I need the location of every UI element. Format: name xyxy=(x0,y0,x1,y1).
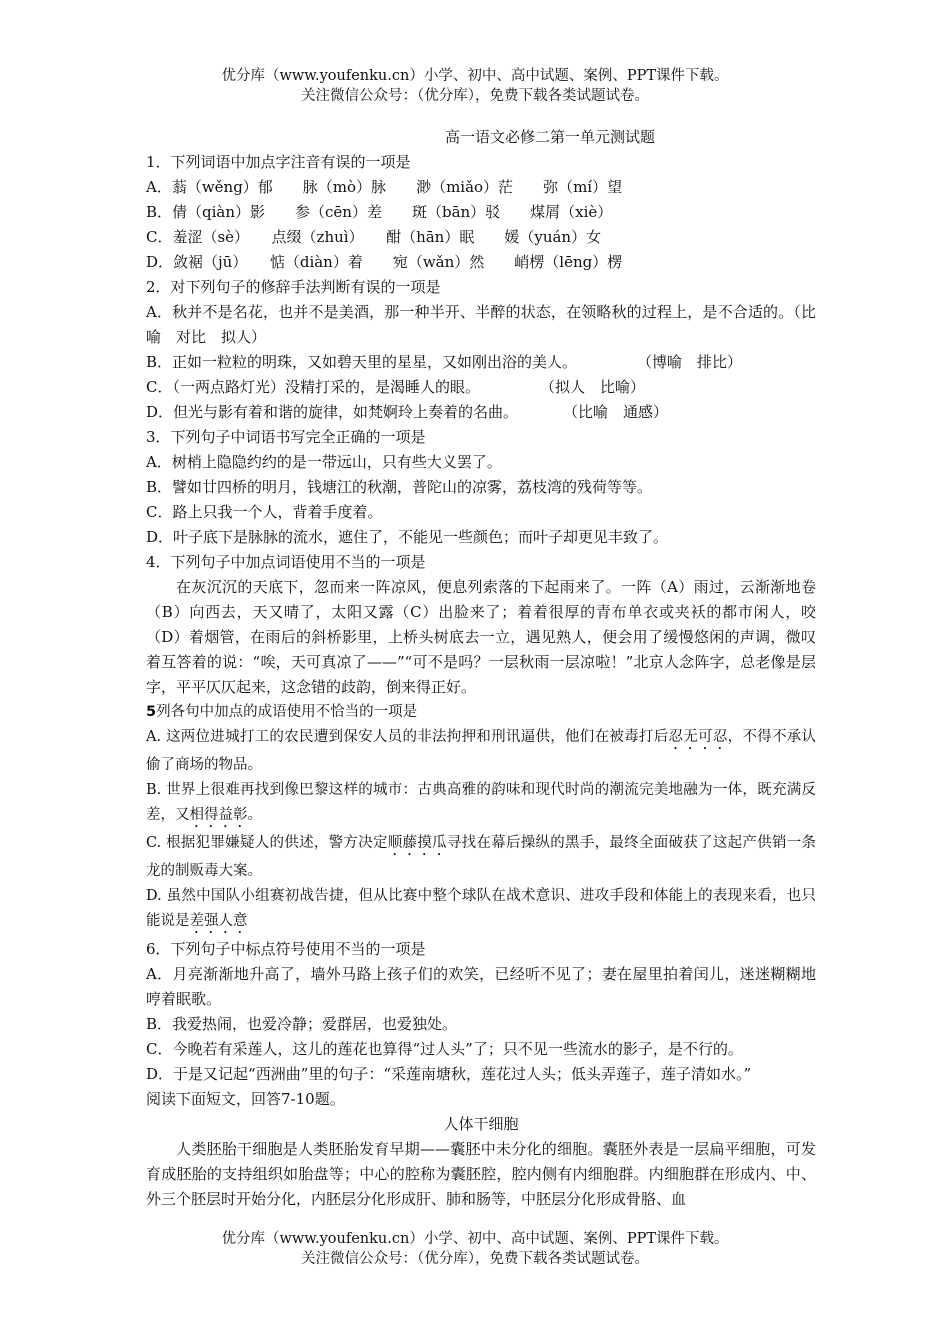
reading-title: 人体干细胞 xyxy=(443,1115,519,1133)
q5-b-text: B. 世界上很难再找到像巴黎这样的城市：古典高雅的韵味和现代时尚的潮流完美地融为一体，既充满反差，又 xyxy=(146,782,816,823)
q2-option-b: B．正如一粒粒的明珠，又如碧天里的星星，又如刚出浴的美人。 （博喻 排比） xyxy=(146,353,743,371)
q2-option-c: C．（一两点路灯光）没精打采的，是渴睡人的眼。 （拟人 比喻） xyxy=(146,378,645,396)
q6-option-a: A．月亮渐渐地升高了，墙外马路上孩子们的欢笑，已经听不见了；妻在屋里拍着闰儿，迷迷糊糊地哼着眠歌。 xyxy=(146,965,816,1008)
footer-line-2: 关注微信公众号：（优分库），免费下载各类试题试卷。 xyxy=(301,1251,649,1267)
q5-d-text: D. 虽然中国队小组赛初战告捷，但从比赛中整个球队在战术意识、进攻手段和体能上的表现来看，也只能说是 xyxy=(146,888,816,929)
q1-stem: 1．下列词语中加点字注音有误的一项是 xyxy=(146,153,411,171)
q6-stem: 6．下列句子中标点符号使用不当的一项是 xyxy=(146,940,426,958)
reading-paragraph: 人类胚胎干细胞是人类胚胎发育早期——囊胚中未分化的细胞。囊胚外表是一层扁平细胞，可发育成胚胎的支持组织如胎盘等；中心的腔称为囊胚腔，腔内侧有内细胞群。内细胞群在形成内、中、外三个胚层时开始分化，内胚层分化形成肝、肺和肠等，中胚层分化形成骨胳、血 xyxy=(146,1140,816,1208)
q3-option-d: D．叶子底下是脉脉的流水，遮住了，不能见一些颜色；而叶子却更见丰致了。 xyxy=(146,528,669,546)
q5-c-tail: 寻找在幕后操纵的黑手，最终全面破获了这起产供销一条龙的制贩毒大案。 xyxy=(146,835,816,879)
reading-intro: 阅读下面短文，回答7-10题。 xyxy=(146,1090,345,1108)
q5-option-d xyxy=(146,884,816,937)
q1-option-d: D．敛裾（jū） 惦（diàn）着 宛（wǎn）然 峭楞（lēng）楞 xyxy=(146,253,623,271)
header-line-1: 优分库（www.youfenku.cn）小学、初中、高中试题、案例、PPT课件下载。 xyxy=(221,68,729,84)
q3-option-b: B．譬如廿四桥的明月，钱塘江的秋潮，普陀山的凉雾，荔枝湾的残荷等等。 xyxy=(146,478,653,496)
q5-a-idiom: 忍无可忍 xyxy=(668,729,728,745)
q5-b-idiom: 相得益彰 xyxy=(189,807,248,823)
q4-stem: 4．下列句子中加点词语使用不当的一项是 xyxy=(146,553,426,571)
q5-c-text: C. 根据犯罪嫌疑人的供述，警方决定 xyxy=(146,835,388,851)
exam-title: 高一语文必修二第一单元测试题 xyxy=(444,128,655,146)
q6-option-c: C．今晚若有采莲人，这儿的莲花也算得“过人头”了；只不见一些流水的影子，是不行的。 xyxy=(146,1040,743,1058)
q5-c-idiom: 顺藤摸瓜 xyxy=(387,835,447,851)
exam-body xyxy=(146,150,816,1212)
q5-number: 5 xyxy=(146,704,157,720)
q3-stem: 3．下列句子中词语书写完全正确的一项是 xyxy=(146,428,426,446)
q4-passage: 在灰沉沉的天底下，忽而来一阵凉风，便息列索落的下起雨来了。一阵（A）雨过，云渐渐地卷（B）向西去，天又晴了，太阳又露（C）出脸来了；着着很厚的青布单衣或夹袄的都市闲人，咬（D）着烟管，在雨后的斜桥影里，上桥头树底去一立，遇见熟人，便会用了缓慢悠闲的声调，微叹着互答着的说：“唉，天可真凉了——”“可不是吗？一层秋雨一层凉啦！”北京人念阵字，总老像是层字，平平仄仄起来，这念错的歧韵，倒来得正好。 xyxy=(146,578,816,696)
q3-option-a: A．树梢上隐隐约约的是一带远山，只有些大义罢了。 xyxy=(146,453,502,471)
footer-line-1: 优分库（www.youfenku.cn）小学、初中、高中试题、案例、PPT课件下载。 xyxy=(221,1231,729,1247)
q5-b-tail: 。 xyxy=(247,807,262,823)
q1-option-a: A．蓊（wěng）郁 脉（mò）脉 渺（miǎo）茫 弥（mí）望 xyxy=(146,178,623,196)
q5-option-a xyxy=(146,725,816,778)
q5-option-b xyxy=(146,778,816,831)
q1-option-c: C．羞涩（sè） 点缀（zhuì） 酣（hān）眠 媛（yuán）女 xyxy=(146,228,602,246)
header-line-2: 关注微信公众号：（优分库），免费下载各类试题试卷。 xyxy=(301,88,649,104)
q5-stem xyxy=(146,700,816,725)
q2-option-d: D．但光与影有着和谐的旋律，如梵婀玲上奏着的名曲。 （比喻 通感） xyxy=(146,403,669,421)
q2-stem: 2．对下列句子的修辞手法判断有误的一项是 xyxy=(146,278,441,296)
q5-a-tail: ，不得不承认偷了商场的物品。 xyxy=(146,729,817,773)
q5-stem-text: 列各句中加点的成语使用不恰当的一项是 xyxy=(156,704,418,720)
q5-a-text: A. 这两位进城打工的农民遭到保安人员的非法拘押和刑讯逼供，他们在被毒打后 xyxy=(146,729,669,745)
q1-option-b: B．倩（qiàn）影 参（cēn）差 斑（bān）驳 煤屑（xiè） xyxy=(146,203,613,221)
q5-d-idiom: 差强人意 xyxy=(189,913,248,929)
q3-option-c: C．路上只我一个人，背着手度着。 xyxy=(146,503,383,521)
q2-option-a: A．秋并不是名花，也并不是美酒，那一种半开、半醉的状态，在领略秋的过程上，是不合适的。（比喻 对比 拟人） xyxy=(146,303,816,346)
q5-option-c xyxy=(146,831,816,884)
q6-option-b: B．我爱热闹，也爱冷静；爱群居，也爱独处。 xyxy=(146,1015,458,1033)
q6-option-d: D．于是又记起“西洲曲”里的句子：“采莲南塘秋，莲花过人头；低头弄莲子，莲子清如水。” xyxy=(146,1065,752,1083)
